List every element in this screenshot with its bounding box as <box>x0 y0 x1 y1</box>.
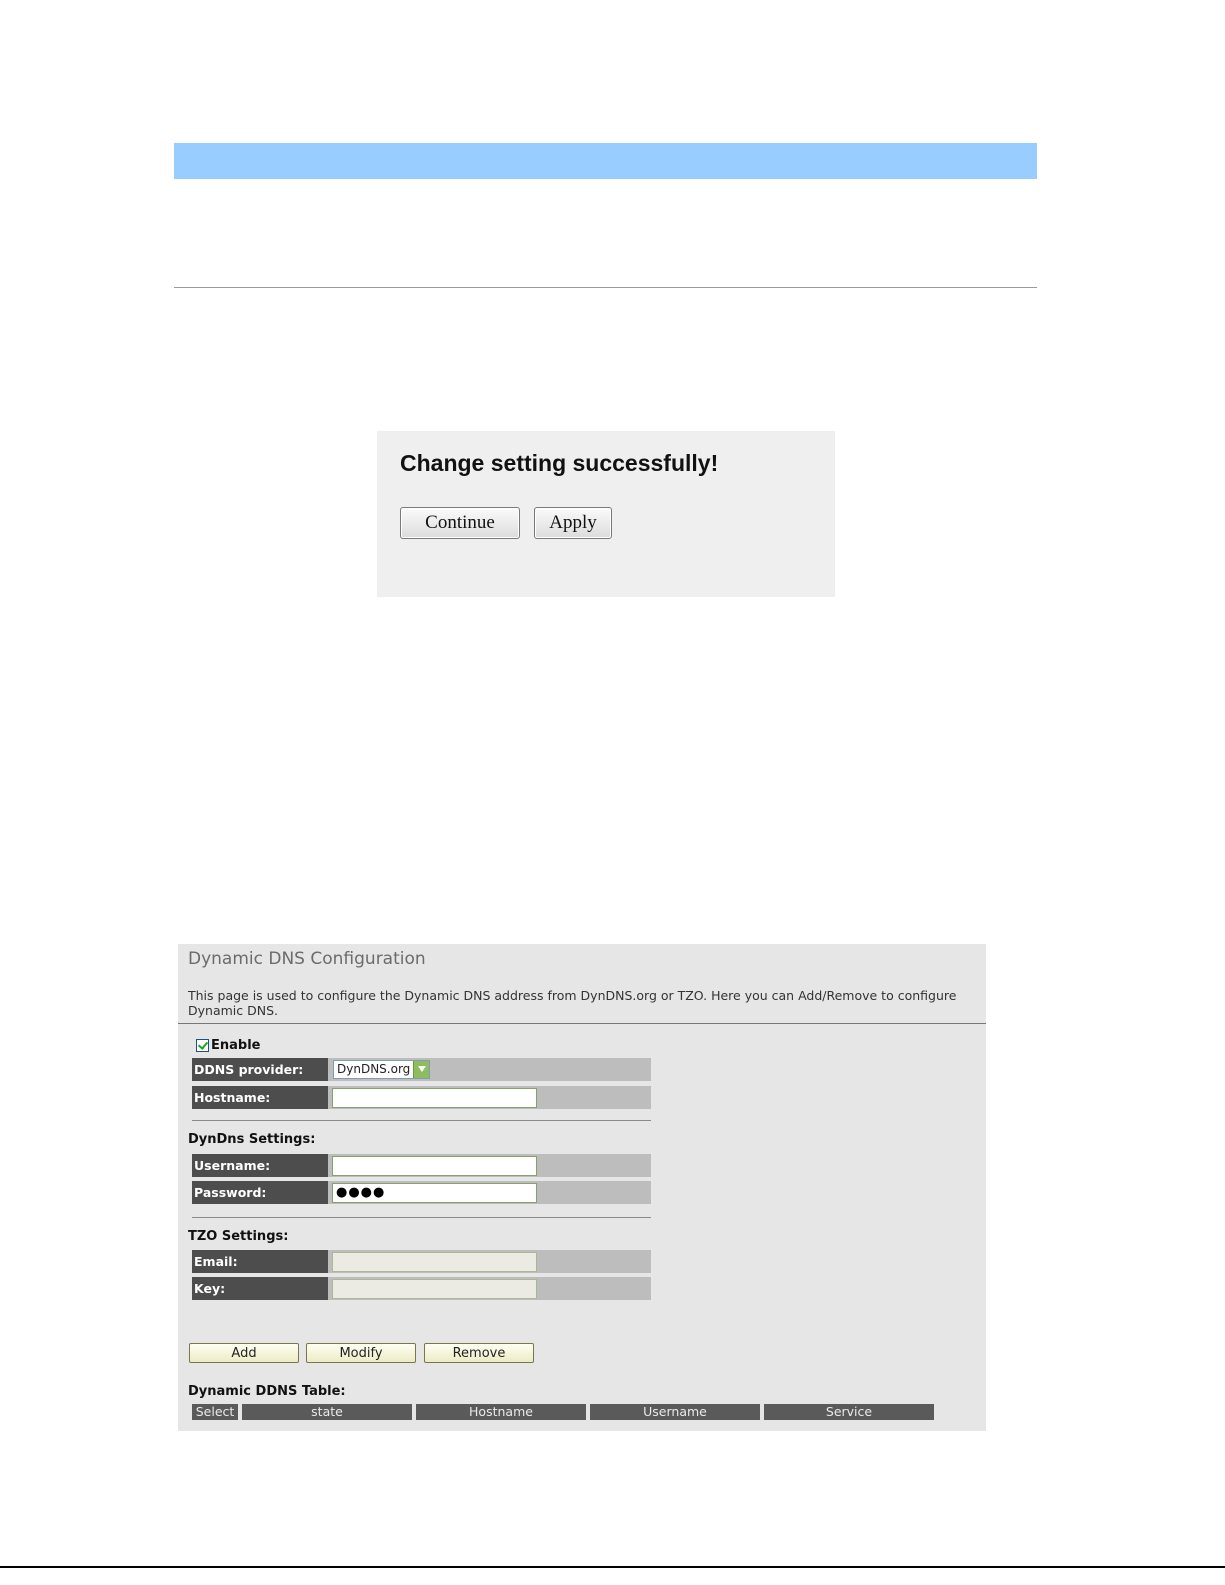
header-divider <box>174 287 1037 288</box>
ddns-table-header <box>192 1404 938 1420</box>
password-label: Password: <box>192 1181 328 1204</box>
email-input <box>332 1252 537 1272</box>
enable-label: Enable <box>211 1038 261 1053</box>
password-row <box>192 1181 651 1204</box>
footer-divider <box>0 1566 1225 1568</box>
success-dialog <box>377 431 835 597</box>
continue-button[interactable]: Continue <box>400 507 520 539</box>
enable-option[interactable] <box>196 1038 261 1053</box>
ddns-provider-label: DDNS provider: <box>192 1058 328 1081</box>
column-header-state: state <box>242 1404 412 1420</box>
remove-button[interactable]: Remove <box>424 1343 534 1363</box>
column-header-username: Username <box>590 1404 760 1420</box>
dyndns-settings-heading: DynDns Settings: <box>188 1132 316 1147</box>
hostname-label: Hostname: <box>192 1086 328 1109</box>
password-mask: ●●●● <box>336 1185 386 1200</box>
ddns-provider-row <box>192 1058 651 1081</box>
ddns-provider-value: DynDNS.org <box>337 1062 411 1076</box>
ddns-table-heading: Dynamic DDNS Table: <box>188 1384 346 1399</box>
hostname-input[interactable] <box>332 1088 537 1108</box>
email-row <box>192 1250 651 1273</box>
key-label: Key: <box>192 1277 328 1300</box>
username-row <box>192 1154 651 1177</box>
chevron-down-icon[interactable] <box>413 1061 429 1078</box>
page-title: Dynamic DNS Configuration <box>188 949 426 969</box>
ddns-provider-select[interactable] <box>333 1060 430 1079</box>
page-description: This page is used to configure the Dynamic DNS address from DynDNS.org or TZO. Here you can Add/Remove to configure Dynamic DNS. <box>188 988 957 1018</box>
tzo-settings-heading: TZO Settings: <box>188 1229 289 1244</box>
column-header-select: Select <box>192 1404 238 1420</box>
section-divider <box>192 1120 651 1121</box>
key-row <box>192 1277 651 1300</box>
modify-button[interactable]: Modify <box>306 1343 416 1363</box>
column-header-hostname: Hostname <box>416 1404 586 1420</box>
success-message: Change setting successfully! <box>400 450 719 476</box>
username-input[interactable] <box>332 1156 537 1176</box>
email-label: Email: <box>192 1250 328 1273</box>
ddns-config-panel <box>178 944 986 1431</box>
key-input <box>332 1279 537 1299</box>
password-input[interactable] <box>332 1183 537 1203</box>
hostname-row <box>192 1086 651 1109</box>
apply-button[interactable]: Apply <box>534 507 612 539</box>
add-button[interactable]: Add <box>189 1343 299 1363</box>
header-band <box>174 143 1037 179</box>
column-header-service: Service <box>764 1404 934 1420</box>
username-label: Username: <box>192 1154 328 1177</box>
title-divider <box>178 1023 986 1024</box>
enable-checkbox[interactable] <box>196 1039 209 1052</box>
section-divider <box>192 1217 651 1218</box>
